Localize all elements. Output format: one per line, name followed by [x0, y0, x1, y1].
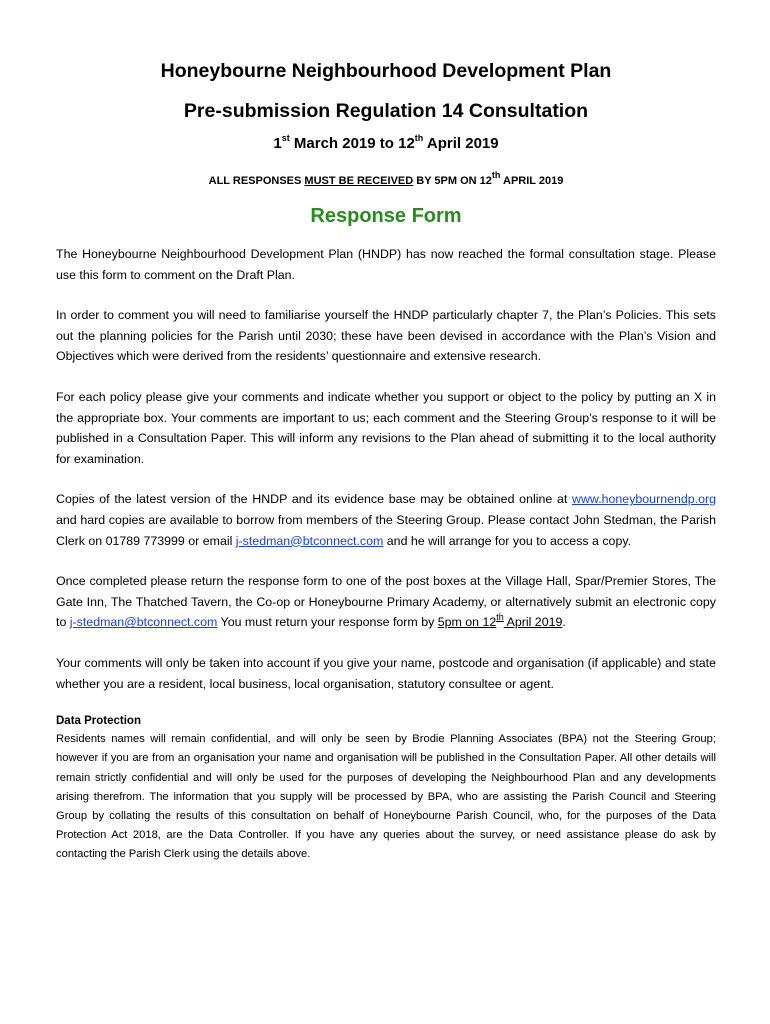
deadline-suffix: th [491, 170, 501, 181]
comments-paragraph: Your comments will only be taken into account if you give your name, postcode and organisation (if applicable) and state whether you are a resident, local business, local organisation, statutory consultee or agent. [56, 655, 716, 691]
return-deadline-b: April 2019 [503, 615, 563, 630]
copies-text-b: and hard copies are available to borrow from members of the Steering Group. Please contact John Stedman, the Parish Clerk on 01789 773999 or email [56, 512, 716, 548]
return-deadline-suffix: th [496, 612, 504, 623]
consultation-dates [56, 132, 716, 156]
response-deadline [56, 172, 716, 190]
date-middle: March 2019 to 12 [289, 135, 415, 152]
deadline-emphasis: MUST BE RECEIVED [304, 175, 414, 187]
deadline-mid: BY 5PM ON 12 [413, 175, 492, 187]
data-protection-heading: Data Protection [56, 715, 141, 728]
policies-paragraph: In order to comment you will need to familiarise yourself the HNDP particularly chapter 7, the Plan’s Policies. This sets out the planning policies for the Parish until 2030; these have been devised in accordance with the Plan’s Vision and Objectives which were derived from the residents’ questionnaire and extensive research. [56, 308, 716, 364]
document-subtitle: Pre-submission Regulation 14 Consultation [183, 100, 589, 122]
date-end-suffix: th [414, 133, 424, 143]
instructions-paragraph: For each policy please give your comments and indicate whether you support or object to the policy by putting an X in the appropriate box. Your comments are important to us; each comment and the Steering Group’s response to it will be published in a Consultation Paper. This will inform any revisions to the Plan ahead of submitting it to the local authority for examination. [56, 389, 716, 466]
return-text-a: Once completed please return the response form to one of the post boxes at the Village Hall, Spar/Premier Stores, The Gate Inn, The Thatched Tavern, the Co-op or Honeybourne Primary Academy, or alternatively submit an electronic copy to [56, 574, 716, 630]
return-text-c: . [562, 615, 566, 630]
response-form-heading: Response Form [310, 205, 462, 227]
copies-text-a: Copies of the latest version of the HNDP and its evidence base may be obtained online at [56, 492, 573, 507]
document-page [56, 58, 716, 865]
copies-paragraph [56, 489, 716, 551]
copies-text-c: and he will arrange for you to access a copy. [383, 533, 632, 548]
email-link[interactable]: j-stedman@btconnect.com [235, 533, 384, 548]
data-protection-text: Residents names will remain confidential, and will only be seen by Brodie Planning Associates (BPA) not the Steering Group; however if you are from an organisation your name and organisation will be published in the Consultation Paper. All other details will remain strictly confidential and will only be used for the purposes of developing the Neighbourhood Plan and any developments arising therefrom. The information that you supply will be processed by BPA, who are assisting the Parish Council and Steering Group by collating the results of this consultation on behalf of Honeybourne Parish Council, who, for the purposes of the Data Protection Act 2018, are the Data Controller. If you have any queries about the survey, or need assistance please do ask by contacting the Parish Clerk using the details above. [56, 733, 716, 861]
website-link[interactable]: www.honeybournendp.org [572, 492, 716, 507]
date-start-suffix: st [281, 133, 290, 143]
date-end: April 2019 [423, 135, 499, 152]
intro-paragraph: The Honeybourne Neighbourhood Development Plan (HNDP) has now reached the formal consultation stage. Please use this form to comment on the Draft Plan. [56, 247, 716, 282]
return-deadline-a: 5pm on 12 [437, 615, 497, 630]
deadline-end: APRIL 2019 [500, 175, 564, 187]
document-title: Honeybourne Neighbourhood Development Plan [160, 60, 612, 82]
return-text-b: You must return your response form by [217, 615, 438, 630]
return-paragraph [56, 571, 716, 633]
date-start-day: 1 [273, 135, 282, 152]
deadline-pre: ALL RESPONSES [208, 175, 305, 187]
submit-email-link[interactable]: j-stedman@btconnect.com [69, 615, 218, 630]
